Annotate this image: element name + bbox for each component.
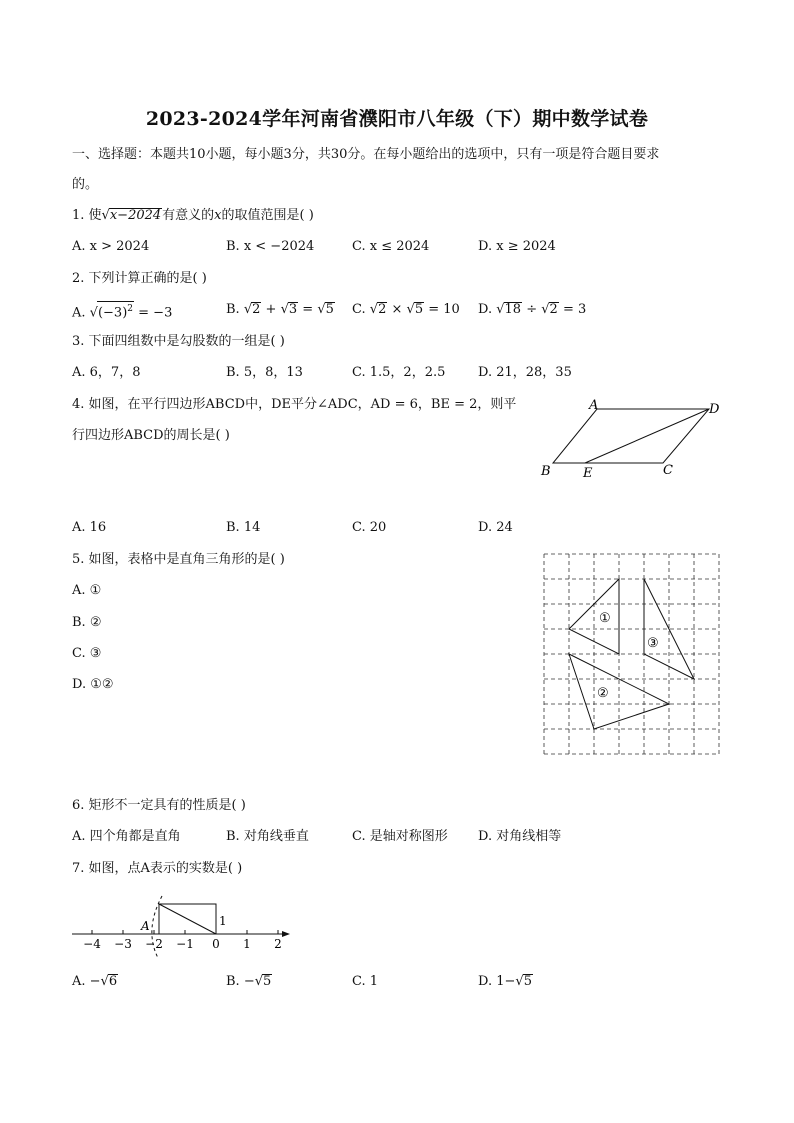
q2-b-r1: 2 <box>252 302 261 317</box>
q7-option-c[interactable]: C. 1 <box>352 974 379 989</box>
q2-option-b[interactable] <box>226 301 335 319</box>
axis-arrow <box>282 931 290 937</box>
question-7-stem: 7. 如图，点A表示的实数是( ) <box>72 861 243 876</box>
q1-stem-end: 的取值范围是( ) <box>221 208 314 223</box>
sqrt-sign: √ <box>317 302 326 317</box>
q2-c-label: C. <box>352 302 366 317</box>
q4-option-b[interactable]: B. 14 <box>226 520 261 535</box>
q2-a-exp: 2 <box>127 304 134 314</box>
q5-option-b[interactable]: B. ② <box>72 615 102 630</box>
sqrt-sign: √ <box>100 974 109 989</box>
q7-b-label: B. − <box>226 974 255 989</box>
sqrt-sign: √ <box>541 302 550 317</box>
question-4-stem-line2: 行四边形ABCD的周长是( ) <box>72 428 230 443</box>
q5-option-d[interactable]: D. ①② <box>72 677 114 692</box>
q1-option-b[interactable]: B. x < −2024 <box>226 239 315 254</box>
q4-option-c[interactable]: C. 20 <box>352 520 387 535</box>
section-instructions-line1: 一、选择题：本题共10小题，每小题3分，共30分。在每小题给出的选项中，只有一项是符合题目要求 <box>72 147 660 162</box>
q1-stem-pre: 1. 使 <box>72 208 102 223</box>
q4-option-a[interactable]: A. 16 <box>72 520 107 535</box>
sqrt-sign: √ <box>496 302 505 317</box>
q3-option-d[interactable]: D. 21，28，35 <box>478 365 572 380</box>
q2-d-rest: = 3 <box>558 302 587 317</box>
sqrt-sign: √ <box>243 302 253 317</box>
axis-tick-label: −2 <box>145 937 163 951</box>
q4-option-d[interactable]: D. 24 <box>478 520 513 535</box>
q2-option-c[interactable] <box>352 301 460 319</box>
q2-a-rad: (−3) <box>97 305 128 321</box>
vertex-label-b: B <box>541 464 551 479</box>
vertex-label-d: D <box>709 402 720 417</box>
question-1-stem <box>72 207 314 225</box>
q2-d-label: D. <box>478 302 493 317</box>
triangle-label-2: ② <box>597 686 609 701</box>
q2-b-r2: 3 <box>288 302 298 317</box>
sqrt-sign: √ <box>515 974 524 989</box>
q7-option-b[interactable] <box>226 973 272 991</box>
side-length-label: 1 <box>219 914 227 928</box>
question-6-stem: 6. 矩形不一定具有的性质是( ) <box>72 798 246 813</box>
q7-a-rad: 6 <box>108 974 118 989</box>
question-2-stem: 2. 下列计算正确的是( ) <box>72 271 207 286</box>
axis-tick-label: −3 <box>114 937 132 951</box>
axis-tick-label: 1 <box>243 937 251 951</box>
axis-tick-label: −4 <box>83 937 101 951</box>
sqrt-sign: √ <box>406 302 415 317</box>
q7-d-rad: 5 <box>523 974 532 989</box>
q2-c-times: × <box>387 302 407 317</box>
q2-option-a[interactable] <box>72 301 172 322</box>
q1-option-a[interactable]: A. x > 2024 <box>72 239 150 254</box>
q2-option-d[interactable] <box>478 301 586 319</box>
q2-b-label: B. <box>226 302 240 317</box>
q5-option-c[interactable]: C. ③ <box>72 646 102 661</box>
grid-triangles-figure <box>543 553 723 758</box>
sqrt-sign: √ <box>101 208 110 223</box>
vertex-label-c: C <box>663 463 673 478</box>
question-4-stem-line1: 4. 如图，在平行四边形ABCD中，DE平分∠ADC，AD = 6，BE = 2，则平 <box>72 397 517 412</box>
section-instructions-line2: 的。 <box>72 177 99 192</box>
q3-option-b[interactable]: B. 5，8，13 <box>226 365 303 380</box>
q2-b-eq: = <box>298 302 318 317</box>
segment-de <box>585 409 709 463</box>
exam-title: 2023-2024学年河南省濮阳市八年级（下）期中数学试卷 <box>145 108 649 130</box>
q1-var: x <box>214 208 222 223</box>
q1-radicand: x−2024 <box>109 208 162 223</box>
axis-tick-label: 0 <box>212 937 220 951</box>
point-a-label: A <box>141 919 150 933</box>
axis-tick-label: −1 <box>176 937 194 951</box>
sqrt-sign: √ <box>280 302 289 317</box>
q2-d-div: ÷ <box>522 302 542 317</box>
triangle-label-1: ① <box>599 611 611 626</box>
q2-c-r1: 2 <box>378 302 387 317</box>
q1-option-d[interactable]: D. x ≥ 2024 <box>478 239 556 254</box>
q7-option-a[interactable] <box>72 973 118 991</box>
sqrt-sign: √ <box>89 305 98 321</box>
q2-d-r1: 18 <box>504 302 522 317</box>
sqrt-sign: √ <box>369 302 379 317</box>
q2-a-radicand <box>97 301 134 320</box>
triangle-label-3: ③ <box>647 636 659 651</box>
q2-a-rest: = −3 <box>134 305 173 321</box>
question-3-stem: 3. 下面四组数中是勾股数的一组是( ) <box>72 334 285 349</box>
q2-a-label: A. <box>72 305 86 321</box>
vertex-label-a: A <box>589 398 599 413</box>
q7-option-d[interactable] <box>478 973 533 991</box>
q5-option-a[interactable]: A. ① <box>72 583 102 598</box>
q7-a-label: A. − <box>72 974 101 989</box>
q2-c-rest: = 10 <box>424 302 460 317</box>
q6-option-c[interactable]: C. 是轴对称图形 <box>352 829 448 844</box>
q1-option-c[interactable]: C. x ≤ 2024 <box>352 239 430 254</box>
q2-d-r2: 2 <box>549 302 558 317</box>
q3-option-a[interactable]: A. 6，7，8 <box>72 365 141 380</box>
axis-ticks <box>83 930 282 951</box>
axis-tick-label: 2 <box>274 937 282 951</box>
parallelogram-figure <box>535 395 735 485</box>
q2-b-r3: 5 <box>325 302 334 317</box>
q6-option-d[interactable]: D. 对角线相等 <box>478 829 562 844</box>
sqrt-sign: √ <box>254 974 264 989</box>
parallelogram-abcd <box>553 409 709 463</box>
q3-option-c[interactable]: C. 1.5，2，2.5 <box>352 365 446 380</box>
rectangle-diagonal <box>159 904 216 934</box>
q1-stem-post: 有意义的 <box>162 208 215 223</box>
q2-c-r2: 5 <box>414 302 424 317</box>
q7-b-rad: 5 <box>263 974 272 989</box>
q7-d-label: D. 1− <box>478 974 516 989</box>
q6-option-b[interactable]: B. 对角线垂直 <box>226 829 309 844</box>
q6-option-a[interactable]: A. 四个角都是直角 <box>72 829 181 844</box>
number-line-figure <box>70 890 300 965</box>
q2-b-plus: + <box>261 302 281 317</box>
dashed-grid <box>544 554 719 754</box>
vertex-label-e: E <box>583 466 593 481</box>
question-5-stem: 5. 如图，表格中是直角三角形的是( ) <box>72 552 285 567</box>
